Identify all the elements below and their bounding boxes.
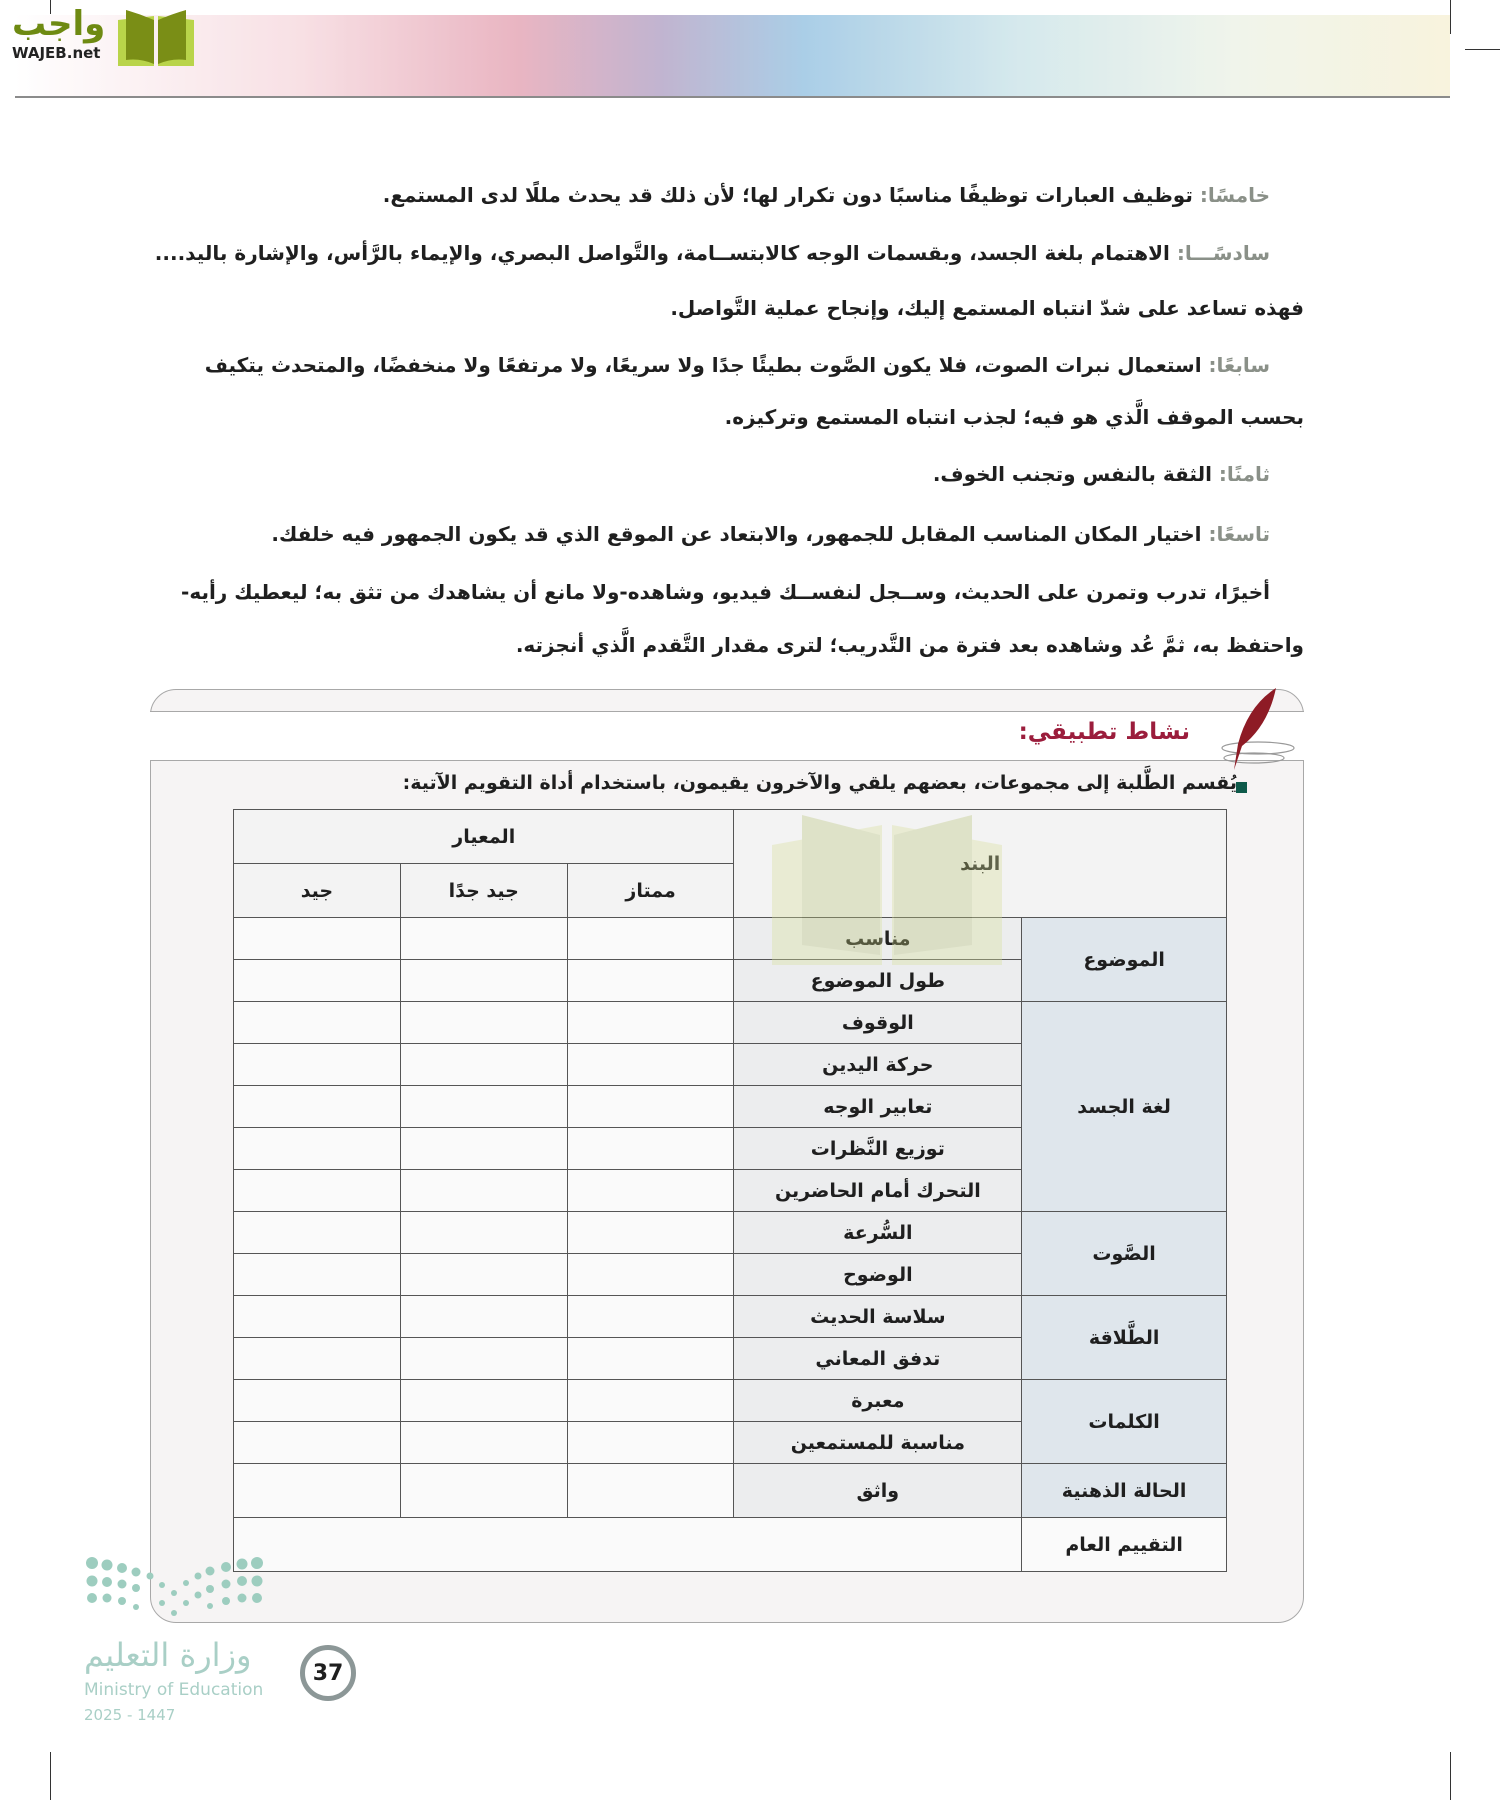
item-cell: السُّرعة: [734, 1212, 1022, 1254]
paragraph-seventh-cont: بحسب الموقف الَّذي هو فيه؛ لجذب انتباه المستمع وتركيزه.: [724, 405, 1304, 429]
item-cell: تعابير الوجه: [734, 1086, 1022, 1128]
rating-cell[interactable]: [400, 1212, 567, 1254]
rating-cell[interactable]: [567, 1296, 734, 1338]
paragraph-text: استعمال نبرات الصوت، فلا يكون الصَّوت بطيئًا جدًا ولا سريعًا، ولا مرتفعًا ولا منخفضًا، والمتحدث يتكيف: [204, 353, 1209, 377]
paragraph-text: توظيف العبارات توظيفًا مناسبًا دون تكرار لها؛ لأن ذلك قد يحدث مللًا لدى المستمع.: [382, 183, 1200, 207]
paragraph-finally-cont: واحتفظ به، ثمَّ عُد وشاهده بعد فترة من التَّدريب؛ لترى مقدار التَّقدم الَّذي أنجزته.: [515, 633, 1304, 657]
rating-cell[interactable]: [567, 1002, 734, 1044]
paragraph-label: ثامنًا:: [1218, 462, 1270, 486]
rating-cell[interactable]: [234, 1254, 401, 1296]
item-cell: حركة اليدين: [734, 1044, 1022, 1086]
rating-cell[interactable]: [400, 1464, 567, 1518]
paragraph-text: الثقة بالنفس وتجنب الخوف.: [932, 462, 1219, 486]
paragraph-sixth: [155, 238, 1270, 268]
rating-cell[interactable]: [234, 1002, 401, 1044]
paragraph-eighth: [933, 459, 1270, 489]
academic-year: 2025 - 1447: [84, 1706, 176, 1724]
paragraph-label: سادسًـــا:: [1176, 241, 1270, 265]
rating-cell[interactable]: [567, 1086, 734, 1128]
paragraph-fifth: [383, 180, 1270, 210]
rating-cell[interactable]: [234, 1086, 401, 1128]
bullet-icon: [1236, 782, 1247, 793]
rating-cell[interactable]: [400, 918, 567, 960]
rating-cell[interactable]: [234, 960, 401, 1002]
paragraph-label: سابعًا:: [1208, 353, 1270, 377]
rating-cell[interactable]: [400, 960, 567, 1002]
table-row: [234, 918, 1227, 960]
rating-cell[interactable]: [234, 1380, 401, 1422]
rating-cell[interactable]: [567, 1044, 734, 1086]
item-cell: توزيع النَّظرات: [734, 1128, 1022, 1170]
rating-cell[interactable]: [567, 1254, 734, 1296]
item-cell: الوقوف: [734, 1002, 1022, 1044]
rating-cell[interactable]: [234, 1128, 401, 1170]
item-cell: الوضوح: [734, 1254, 1022, 1296]
table-row: [234, 1296, 1227, 1338]
rating-cell[interactable]: [567, 1212, 734, 1254]
quill-icon: [1218, 686, 1298, 776]
criteria-header: المعيار: [234, 810, 734, 864]
rating-cell[interactable]: [400, 1296, 567, 1338]
rating-header: جيد جدًا: [400, 864, 567, 918]
rating-header: ممتاز: [567, 864, 734, 918]
paragraph-sixth-cont: فهذه تساعد على شدّ انتباه المستمع إليك، وإنجاح عملية التَّواصل.: [670, 296, 1304, 320]
rating-cell[interactable]: [400, 1128, 567, 1170]
item-cell: مناسبة للمستمعين: [734, 1422, 1022, 1464]
group-cell: الحالة الذهنية: [1022, 1464, 1227, 1518]
page-number: 37: [300, 1645, 356, 1701]
rating-cell[interactable]: [234, 1338, 401, 1380]
rating-cell[interactable]: [567, 1422, 734, 1464]
ministry-name-english: Ministry of Education: [84, 1680, 264, 1700]
rating-cell[interactable]: [567, 1464, 734, 1518]
item-cell: سلاسة الحديث: [734, 1296, 1022, 1338]
item-header: البند: [734, 810, 1227, 918]
table-row: [234, 1212, 1227, 1254]
paragraph-ninth: [271, 519, 1270, 549]
rating-cell[interactable]: [234, 918, 401, 960]
item-cell: مناسب: [734, 918, 1022, 960]
rating-cell[interactable]: [400, 1422, 567, 1464]
rating-cell[interactable]: [234, 1464, 401, 1518]
overall-label: التقييم العام: [1022, 1518, 1227, 1572]
rating-cell[interactable]: [234, 1212, 401, 1254]
rating-header: جيد: [234, 864, 401, 918]
group-cell: لغة الجسد: [1022, 1002, 1227, 1212]
table-row: [234, 1380, 1227, 1422]
paragraph-seventh: [205, 350, 1270, 380]
rating-cell[interactable]: [567, 960, 734, 1002]
overall-cell[interactable]: [234, 1518, 1022, 1572]
rating-cell[interactable]: [400, 1170, 567, 1212]
rating-cell[interactable]: [400, 1380, 567, 1422]
paragraph-text: اختيار المكان المناسب المقابل للجمهور، والابتعاد عن الموقع الذي قد يكون الجمهور فيه خلفك.: [271, 522, 1209, 546]
item-cell: التحرك أمام الحاضرين: [734, 1170, 1022, 1212]
item-cell: تدفق المعاني: [734, 1338, 1022, 1380]
rating-cell[interactable]: [400, 1254, 567, 1296]
ministry-name-arabic: وزارة التعليم: [84, 1636, 252, 1674]
rating-cell[interactable]: [567, 918, 734, 960]
table-row: [234, 1464, 1227, 1518]
item-cell: معبرة: [734, 1380, 1022, 1422]
logo-arabic: واجب: [12, 4, 106, 44]
rating-cell[interactable]: [400, 1044, 567, 1086]
rating-cell[interactable]: [234, 1170, 401, 1212]
rating-cell[interactable]: [400, 1338, 567, 1380]
activity-title: نشاط تطبيقي:: [1018, 719, 1190, 745]
paragraph-label: خامسًا:: [1199, 183, 1270, 207]
table-row: [234, 1002, 1227, 1044]
evaluation-table: [233, 809, 1227, 1572]
rating-cell[interactable]: [567, 1170, 734, 1212]
book-icon: [116, 8, 196, 68]
ministry-logo-dots: [84, 1555, 274, 1625]
item-cell: طول الموضوع: [734, 960, 1022, 1002]
paragraph-text: الاهتمام بلغة الجسد، وبقسمات الوجه كالابتســامة، والتَّواصل البصري، والإيماء بالرَّأس، والإشارة باليد....: [154, 241, 1177, 265]
header-banner: [15, 15, 1450, 98]
rating-cell[interactable]: [567, 1128, 734, 1170]
rating-cell[interactable]: [400, 1002, 567, 1044]
paragraph-label: تاسعًا:: [1208, 522, 1270, 546]
crop-mark: [1450, 1752, 1451, 1800]
rating-cell[interactable]: [234, 1296, 401, 1338]
group-cell: الطَّلاقة: [1022, 1296, 1227, 1380]
activity-instruction: يُقسم الطَّلبة إلى مجموعات، بعضهم يلقي والآخرون يقيمون، باستخدام أداة التقويم الآتية:: [402, 772, 1237, 794]
crop-mark: [1465, 49, 1500, 50]
crop-mark: [50, 1752, 51, 1800]
paragraph-finally: أخيرًا، تدرب وتمرن على الحديث، وســجل لنفســك فيديو، وشاهده-ولا مانع أن يشاهدك من تثق به؛ ليعطيك رأيه-: [181, 580, 1270, 604]
group-cell: الصَّوت: [1022, 1212, 1227, 1296]
wajeb-logo[interactable]: [8, 4, 188, 66]
rating-cell[interactable]: [400, 1086, 567, 1128]
group-cell: الموضوع: [1022, 918, 1227, 1002]
group-cell: الكلمات: [1022, 1380, 1227, 1464]
crop-mark: [1450, 0, 1451, 34]
item-cell: واثق: [734, 1464, 1022, 1518]
rating-cell[interactable]: [567, 1380, 734, 1422]
rating-cell[interactable]: [234, 1422, 401, 1464]
logo-latin: WAJEB.net: [12, 44, 101, 62]
rating-cell[interactable]: [234, 1044, 401, 1086]
rating-cell[interactable]: [567, 1338, 734, 1380]
